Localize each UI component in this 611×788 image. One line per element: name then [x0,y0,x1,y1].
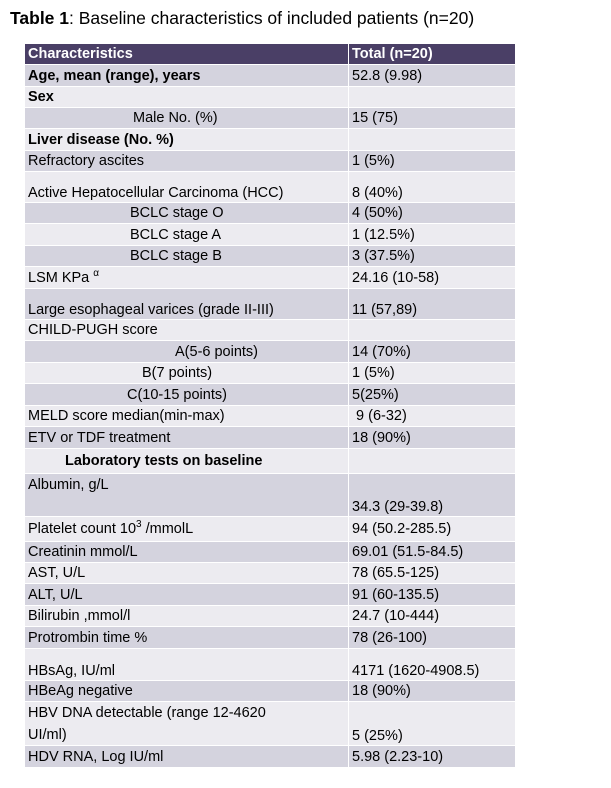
alpha-superscript: α [93,267,100,279]
row-label: C(10-15 points) [25,384,349,406]
row-label: BCLC stage O [25,203,349,224]
row-value [349,449,516,474]
table-row [25,129,516,151]
row-label: HBsAg, IU/ml [25,649,349,681]
row-value: 24.16 (10-58) [349,267,516,289]
row-label: BCLC stage A [25,224,349,246]
table-row [25,203,516,224]
row-label: Refractory ascites [25,151,349,172]
caption-label: Table 1 [10,8,70,28]
row-label-line-1: HBV DNA detectable (range 12-4620 [28,704,266,721]
row-label: B(7 points) [25,363,349,384]
exponent-superscript: 3 [136,519,142,531]
table-row [25,341,516,363]
row-value: 24.7 (10-444) [349,606,516,627]
table-row [25,746,516,768]
row-value: 18 (90%) [349,681,516,702]
table-row [25,108,516,129]
row-label [25,517,349,542]
table-row [25,449,516,474]
table-row [25,702,516,746]
row-label: CHILD-PUGH score [25,320,349,341]
table-row [25,289,516,320]
row-value: 91 (60-135.5) [349,584,516,606]
row-value: 4 (50%) [349,203,516,224]
row-label: HBeAg negative [25,681,349,702]
row-label [25,702,349,746]
row-value: 69.01 (51.5-84.5) [349,542,516,563]
row-value: 14 (70%) [349,341,516,363]
row-value: 5 (25%) [349,702,516,746]
row-label: ETV or TDF treatment [25,427,349,449]
row-label: ALT, U/L [25,584,349,606]
row-value: 18 (90%) [349,427,516,449]
row-value [349,129,516,151]
table-row [25,517,516,542]
baseline-characteristics-table [24,43,516,768]
row-value: 3 (37.5%) [349,246,516,267]
row-value: 9 (6-32) [349,406,516,427]
table-row [25,584,516,606]
row-label: HDV RNA, Log IU/ml [25,746,349,768]
row-label: Protrombin time % [25,627,349,649]
row-label: Male No. (%) [25,108,349,129]
row-value [349,320,516,341]
row-value: 11 (57,89) [349,289,516,320]
row-label-unit: /mmolL [141,521,194,537]
table-caption [10,8,474,29]
row-value: 4171 (1620-4908.5) [349,649,516,681]
row-label: Bilirubin ,mmol/l [25,606,349,627]
table-row [25,649,516,681]
row-label: Sex [25,87,349,108]
row-value: 78 (26-100) [349,627,516,649]
row-label [25,267,349,289]
table-row [25,681,516,702]
row-value: 5.98 (2.23-10) [349,746,516,768]
row-value: 1 (5%) [349,151,516,172]
row-label-text: LSM KPa [28,269,90,286]
row-label: Large esophageal varices (grade II-III) [25,289,349,320]
row-label: Active Hepatocellular Carcinoma (HCC) [25,172,349,203]
table-row [25,151,516,172]
table-row [25,474,516,517]
row-value: 1 (12.5%) [349,224,516,246]
header-characteristics: Characteristics [25,44,349,65]
row-value: 78 (65.5-125) [349,563,516,584]
row-value: 52.8 (9.98) [349,65,516,87]
row-value: 1 (5%) [349,363,516,384]
row-label: MELD score median(min-max) [25,406,349,427]
row-label-line-2: UI/ml) [28,726,67,743]
row-value [349,87,516,108]
section-heading-laboratory: Laboratory tests on baseline [25,449,349,474]
table-row [25,320,516,341]
table-row [25,606,516,627]
table-row [25,563,516,584]
table-row [25,87,516,108]
table-header-row [25,44,516,65]
row-value: 34.3 (29-39.8) [349,474,516,517]
table-row [25,224,516,246]
table-row [25,384,516,406]
row-value: 5(25%) [349,384,516,406]
row-value: 15 (75) [349,108,516,129]
row-value: 8 (40%) [349,172,516,203]
table-row [25,406,516,427]
header-total: Total (n=20) [349,44,516,65]
row-label: A(5-6 points) [25,341,349,363]
caption-text: : Baseline characteristics of included patients (n=20) [69,8,475,28]
row-label: Age, mean (range), years [25,65,349,87]
row-label: AST, U/L [25,563,349,584]
row-label: BCLC stage B [25,246,349,267]
table-row [25,172,516,203]
table-row [25,427,516,449]
row-label: Albumin, g/L [25,474,349,517]
row-label-text: Platelet count 10 [28,521,137,537]
table-row [25,627,516,649]
table-row [25,542,516,563]
row-label: Creatinin mmol/L [25,542,349,563]
table-row [25,65,516,87]
row-label: Liver disease (No. %) [25,129,349,151]
table-row [25,363,516,384]
table-row [25,267,516,289]
row-value: 94 (50.2-285.5) [349,517,516,542]
table-row [25,246,516,267]
